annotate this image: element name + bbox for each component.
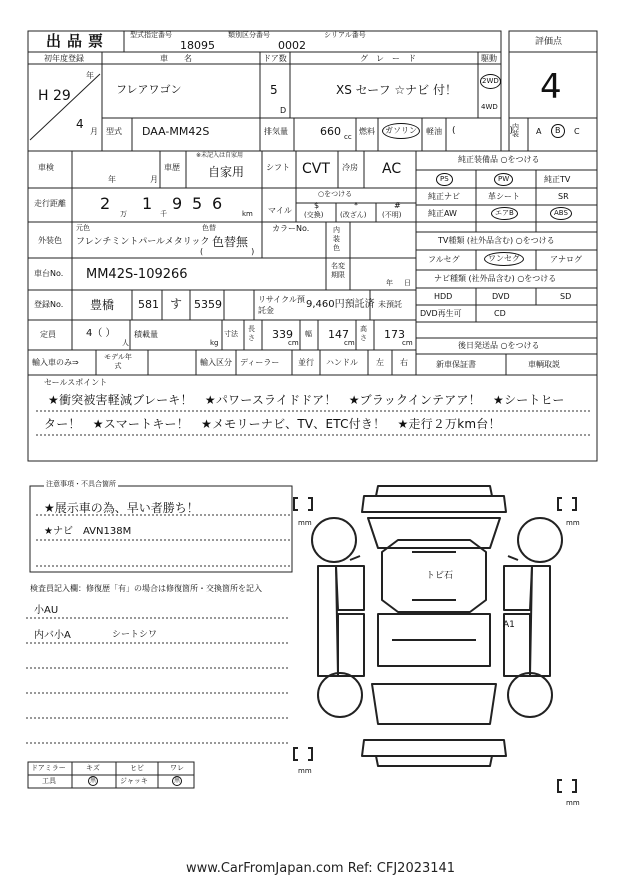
inspection-year-unit: 年 bbox=[108, 175, 116, 184]
form-title: 出品票 bbox=[46, 32, 110, 50]
inspection-label: 車検 bbox=[38, 163, 54, 172]
first-reg-month: 4 bbox=[76, 117, 84, 131]
equip-leather: 革シート bbox=[488, 192, 520, 201]
mileage-digit-1: 2 bbox=[100, 194, 111, 213]
interior-a: A bbox=[536, 127, 542, 136]
exterior-label: 外装色 bbox=[38, 236, 62, 245]
notes-line-1: ★展示車の為、早い者勝ち！ bbox=[44, 501, 199, 515]
navi-hdd: HDD bbox=[434, 292, 453, 301]
later-manual: 車輌取説 bbox=[528, 360, 560, 369]
score-label: 評価点 bbox=[535, 37, 563, 47]
meter-swap: (交換) bbox=[304, 211, 324, 219]
reg-class: 581 bbox=[138, 298, 159, 311]
equipment-title: 純正装備品 ○をつける bbox=[458, 155, 540, 164]
equip-airbag: エアB bbox=[491, 207, 518, 220]
equip-navi: 純正ナビ bbox=[428, 192, 460, 201]
import-label: 輸入車のみ⇒ bbox=[32, 358, 79, 367]
displacement-unit: cc bbox=[344, 133, 352, 141]
handle-label: ハンドル bbox=[326, 358, 358, 367]
handle-left: 左 bbox=[376, 358, 384, 367]
mileage-label: 走行距離 bbox=[34, 199, 66, 208]
recycle-value: 9,460円預託済 bbox=[306, 299, 375, 310]
mileage-digit-4: 5 bbox=[192, 194, 203, 213]
usage-note: ※未記入は自家用 bbox=[196, 152, 244, 159]
meter-unknown-sym: # bbox=[394, 201, 401, 210]
original-color-value: フレンチミントパールメタリック bbox=[76, 237, 210, 247]
meter-tamper-sym: * bbox=[354, 201, 358, 210]
interior-label: 内装 bbox=[512, 123, 519, 138]
name-change-year: 年 bbox=[386, 279, 393, 287]
fuel-label: 燃料 bbox=[359, 127, 375, 136]
later-title: 後日発送品 ○をつける bbox=[458, 341, 540, 350]
tire-front-left-unit: mm bbox=[298, 519, 312, 527]
first-reg-label: 初年度登録 bbox=[44, 54, 84, 63]
name-change-label: 名変期限 bbox=[331, 262, 345, 279]
mile-label: マイル bbox=[268, 206, 292, 215]
recycle-label: リサイクル預託金 bbox=[258, 295, 305, 315]
navi-dvd: DVD bbox=[492, 292, 510, 301]
tire-rear-left-unit: mm bbox=[298, 767, 312, 775]
car-name-label: 車 名 bbox=[160, 54, 196, 63]
meter-tamper: (改ざん) bbox=[340, 211, 367, 219]
grade-value: XS セーフ ☆ナビ 付！ bbox=[336, 83, 457, 97]
original-color-label: 元色 bbox=[76, 224, 90, 232]
inspector-line-1: 小AU bbox=[34, 605, 59, 616]
ac-value: AC bbox=[382, 161, 402, 177]
inspection-month-unit: 月 bbox=[150, 175, 158, 184]
notes-label: 注意事項・不具合箇所 bbox=[46, 480, 116, 488]
width-label: 幅 bbox=[305, 330, 312, 338]
doors-type: D bbox=[280, 106, 287, 115]
import-type-label: 輸入区分 bbox=[200, 358, 232, 367]
dims-label: 寸法 bbox=[224, 330, 238, 338]
capacity-value: 4（ ） bbox=[86, 328, 116, 339]
reg-area: 豊橋 bbox=[90, 298, 115, 312]
width-unit: cm bbox=[344, 339, 355, 347]
mileage-digit-2: 1 bbox=[142, 194, 153, 213]
sales-point-line-1: ★衝突被害軽減ブレーキ！ ★パワースライドドア！ ★ブラックインテアア！ ★シートヒー bbox=[48, 393, 565, 407]
tv-fullseg: フルセグ bbox=[428, 255, 460, 264]
drive-2wd: 2WD bbox=[480, 74, 501, 89]
meter-unknown: (不明) bbox=[382, 211, 402, 219]
usage-label: 車歴 bbox=[164, 163, 180, 172]
tire-rear-right-unit: mm bbox=[566, 799, 580, 807]
first-reg-month-unit: 月 bbox=[90, 127, 98, 136]
category-label: 類別区分番号 bbox=[228, 31, 270, 39]
name-change-day: 日 bbox=[404, 279, 411, 287]
grade-label: グ レ ー ド bbox=[360, 54, 416, 63]
interior-c: C bbox=[574, 127, 580, 136]
displacement-label: 排気量 bbox=[264, 127, 288, 136]
diagram-side-note: A1 bbox=[503, 620, 515, 630]
doors-value: 5 bbox=[270, 83, 278, 97]
reg-number: 5359 bbox=[194, 298, 222, 311]
interior-color-label: 内装色 bbox=[333, 226, 340, 252]
reg-label: 登録No. bbox=[34, 300, 64, 309]
first-reg-era: H 29 bbox=[38, 88, 71, 104]
equip-pw: PW bbox=[494, 173, 513, 186]
later-warranty: 新車保証書 bbox=[436, 360, 476, 369]
import-parallel: 並行 bbox=[298, 358, 314, 367]
car-name-value: フレアワゴン bbox=[116, 83, 182, 96]
tv-title: TV種類 (社外品含む) ○をつける bbox=[438, 236, 555, 245]
meter-circle-note: ○をつける bbox=[318, 190, 353, 198]
model-value: DAA-MM42S bbox=[142, 125, 210, 138]
model-designation-label: 型式指定番号 bbox=[130, 31, 172, 39]
meter-swap-sym: $ bbox=[314, 201, 320, 210]
jack-value: 無 bbox=[174, 777, 181, 784]
mileage-man-unit: 万 bbox=[120, 210, 127, 218]
recycle-unpaid: 未預託 bbox=[378, 300, 402, 309]
reg-kana: す bbox=[170, 297, 183, 311]
ac-label: 冷房 bbox=[342, 163, 358, 172]
capacity-unit: 人 bbox=[122, 339, 129, 347]
interior-b: B bbox=[551, 124, 565, 138]
capacity-label: 定員 bbox=[40, 330, 56, 339]
doors-label: ドア数 bbox=[263, 54, 287, 63]
diesel-bracket: ( ) bbox=[452, 126, 514, 136]
navi-title: ナビ種類 (社外品含む) ○をつける bbox=[434, 274, 557, 283]
sales-point-label: セールスポイント bbox=[44, 378, 108, 387]
color-change-label: 色替 bbox=[202, 224, 216, 232]
color-change-bracket: ( ) bbox=[200, 247, 255, 256]
shift-label: シフト bbox=[266, 163, 290, 172]
drive-4wd: 4WD bbox=[481, 103, 498, 111]
tools-broken: ワレ bbox=[170, 764, 184, 772]
mileage-unit: km bbox=[242, 210, 253, 218]
equip-sr: SR bbox=[558, 192, 569, 201]
equip-abs: ABS bbox=[550, 207, 572, 220]
width-value: 147 bbox=[328, 328, 349, 341]
shift-value: CVT bbox=[302, 161, 330, 177]
drive-label: 駆動 bbox=[481, 54, 497, 63]
mileage-sen-unit: 千 bbox=[160, 210, 167, 218]
import-dealer: ディーラー bbox=[240, 358, 280, 367]
handle-right: 右 bbox=[400, 358, 408, 367]
category-value: 0002 bbox=[278, 39, 306, 52]
tools-door-mirror: ドアミラー bbox=[31, 764, 66, 772]
model-label: 型式 bbox=[106, 127, 122, 136]
length-value: 339 bbox=[272, 328, 293, 341]
height-value: 173 bbox=[384, 328, 405, 341]
model-designation-value: 18095 bbox=[180, 39, 215, 52]
navi-sd: SD bbox=[560, 292, 572, 301]
displacement-value: 660 bbox=[320, 125, 341, 138]
watermark-footer: www.CarFromJapan.com Ref: CFJ2023141 bbox=[186, 861, 456, 876]
inspector-line-2b: シートシワ bbox=[112, 630, 158, 640]
tv-oneseg: ワンセグ bbox=[484, 252, 524, 266]
height-unit: cm bbox=[402, 339, 413, 347]
navi-cd: CD bbox=[494, 309, 506, 318]
color-change-value: 色替無 bbox=[212, 235, 249, 249]
equip-aw: 純正AW bbox=[428, 209, 457, 218]
mileage-digit-3: 9 bbox=[172, 194, 183, 213]
tv-analog: アナログ bbox=[550, 255, 582, 264]
inspector-label: 検査員記入欄：修復歴「有」の場合は修復箇所・交換箇所を記入 bbox=[30, 584, 262, 593]
diagram-windshield-note: トビ石 bbox=[426, 571, 454, 581]
equip-tv: 純正TV bbox=[544, 175, 571, 184]
fuel-value: ガソリン bbox=[382, 123, 420, 139]
serial-label: シリアル番号 bbox=[324, 31, 366, 39]
first-reg-year-unit: 年 bbox=[86, 71, 94, 80]
load-unit: kg bbox=[210, 339, 219, 347]
usage-value: 自家用 bbox=[208, 165, 245, 179]
load-label: 積載量 bbox=[134, 330, 158, 339]
height-label: 高さ bbox=[360, 325, 367, 342]
tools-scratch: キズ bbox=[86, 764, 100, 772]
navi-dvd-play: DVD再生可 bbox=[420, 309, 462, 318]
sales-point-line-2: ター！ ★スマートキー！ ★メモリーナビ、TV、ETC付き！ ★走行２万km台！ bbox=[44, 417, 501, 431]
length-label: 長さ bbox=[248, 325, 255, 342]
equip-ps: PS bbox=[436, 173, 453, 186]
notes-line-2: ★ナビ AVN138M bbox=[44, 526, 132, 537]
tire-front-right-unit: mm bbox=[566, 519, 580, 527]
chassis-label: 車台No. bbox=[34, 269, 64, 278]
chassis-value: MM42S-109266 bbox=[86, 267, 188, 282]
length-unit: cm bbox=[288, 339, 299, 347]
color-code-label: カラーNo. bbox=[272, 224, 310, 233]
tools-crack: ヒビ bbox=[130, 764, 144, 772]
score-value: 4 bbox=[540, 67, 562, 107]
model-year-label: モデル年式 bbox=[104, 353, 132, 370]
tools-value: 無 bbox=[90, 777, 97, 784]
jack-label: ジャッキ bbox=[120, 777, 148, 785]
mileage-digit-5: 6 bbox=[212, 194, 223, 213]
inspector-line-2a: 内バ小A bbox=[34, 630, 71, 641]
diesel-label: 軽油 bbox=[426, 127, 442, 136]
tools-label: 工具 bbox=[42, 777, 56, 785]
